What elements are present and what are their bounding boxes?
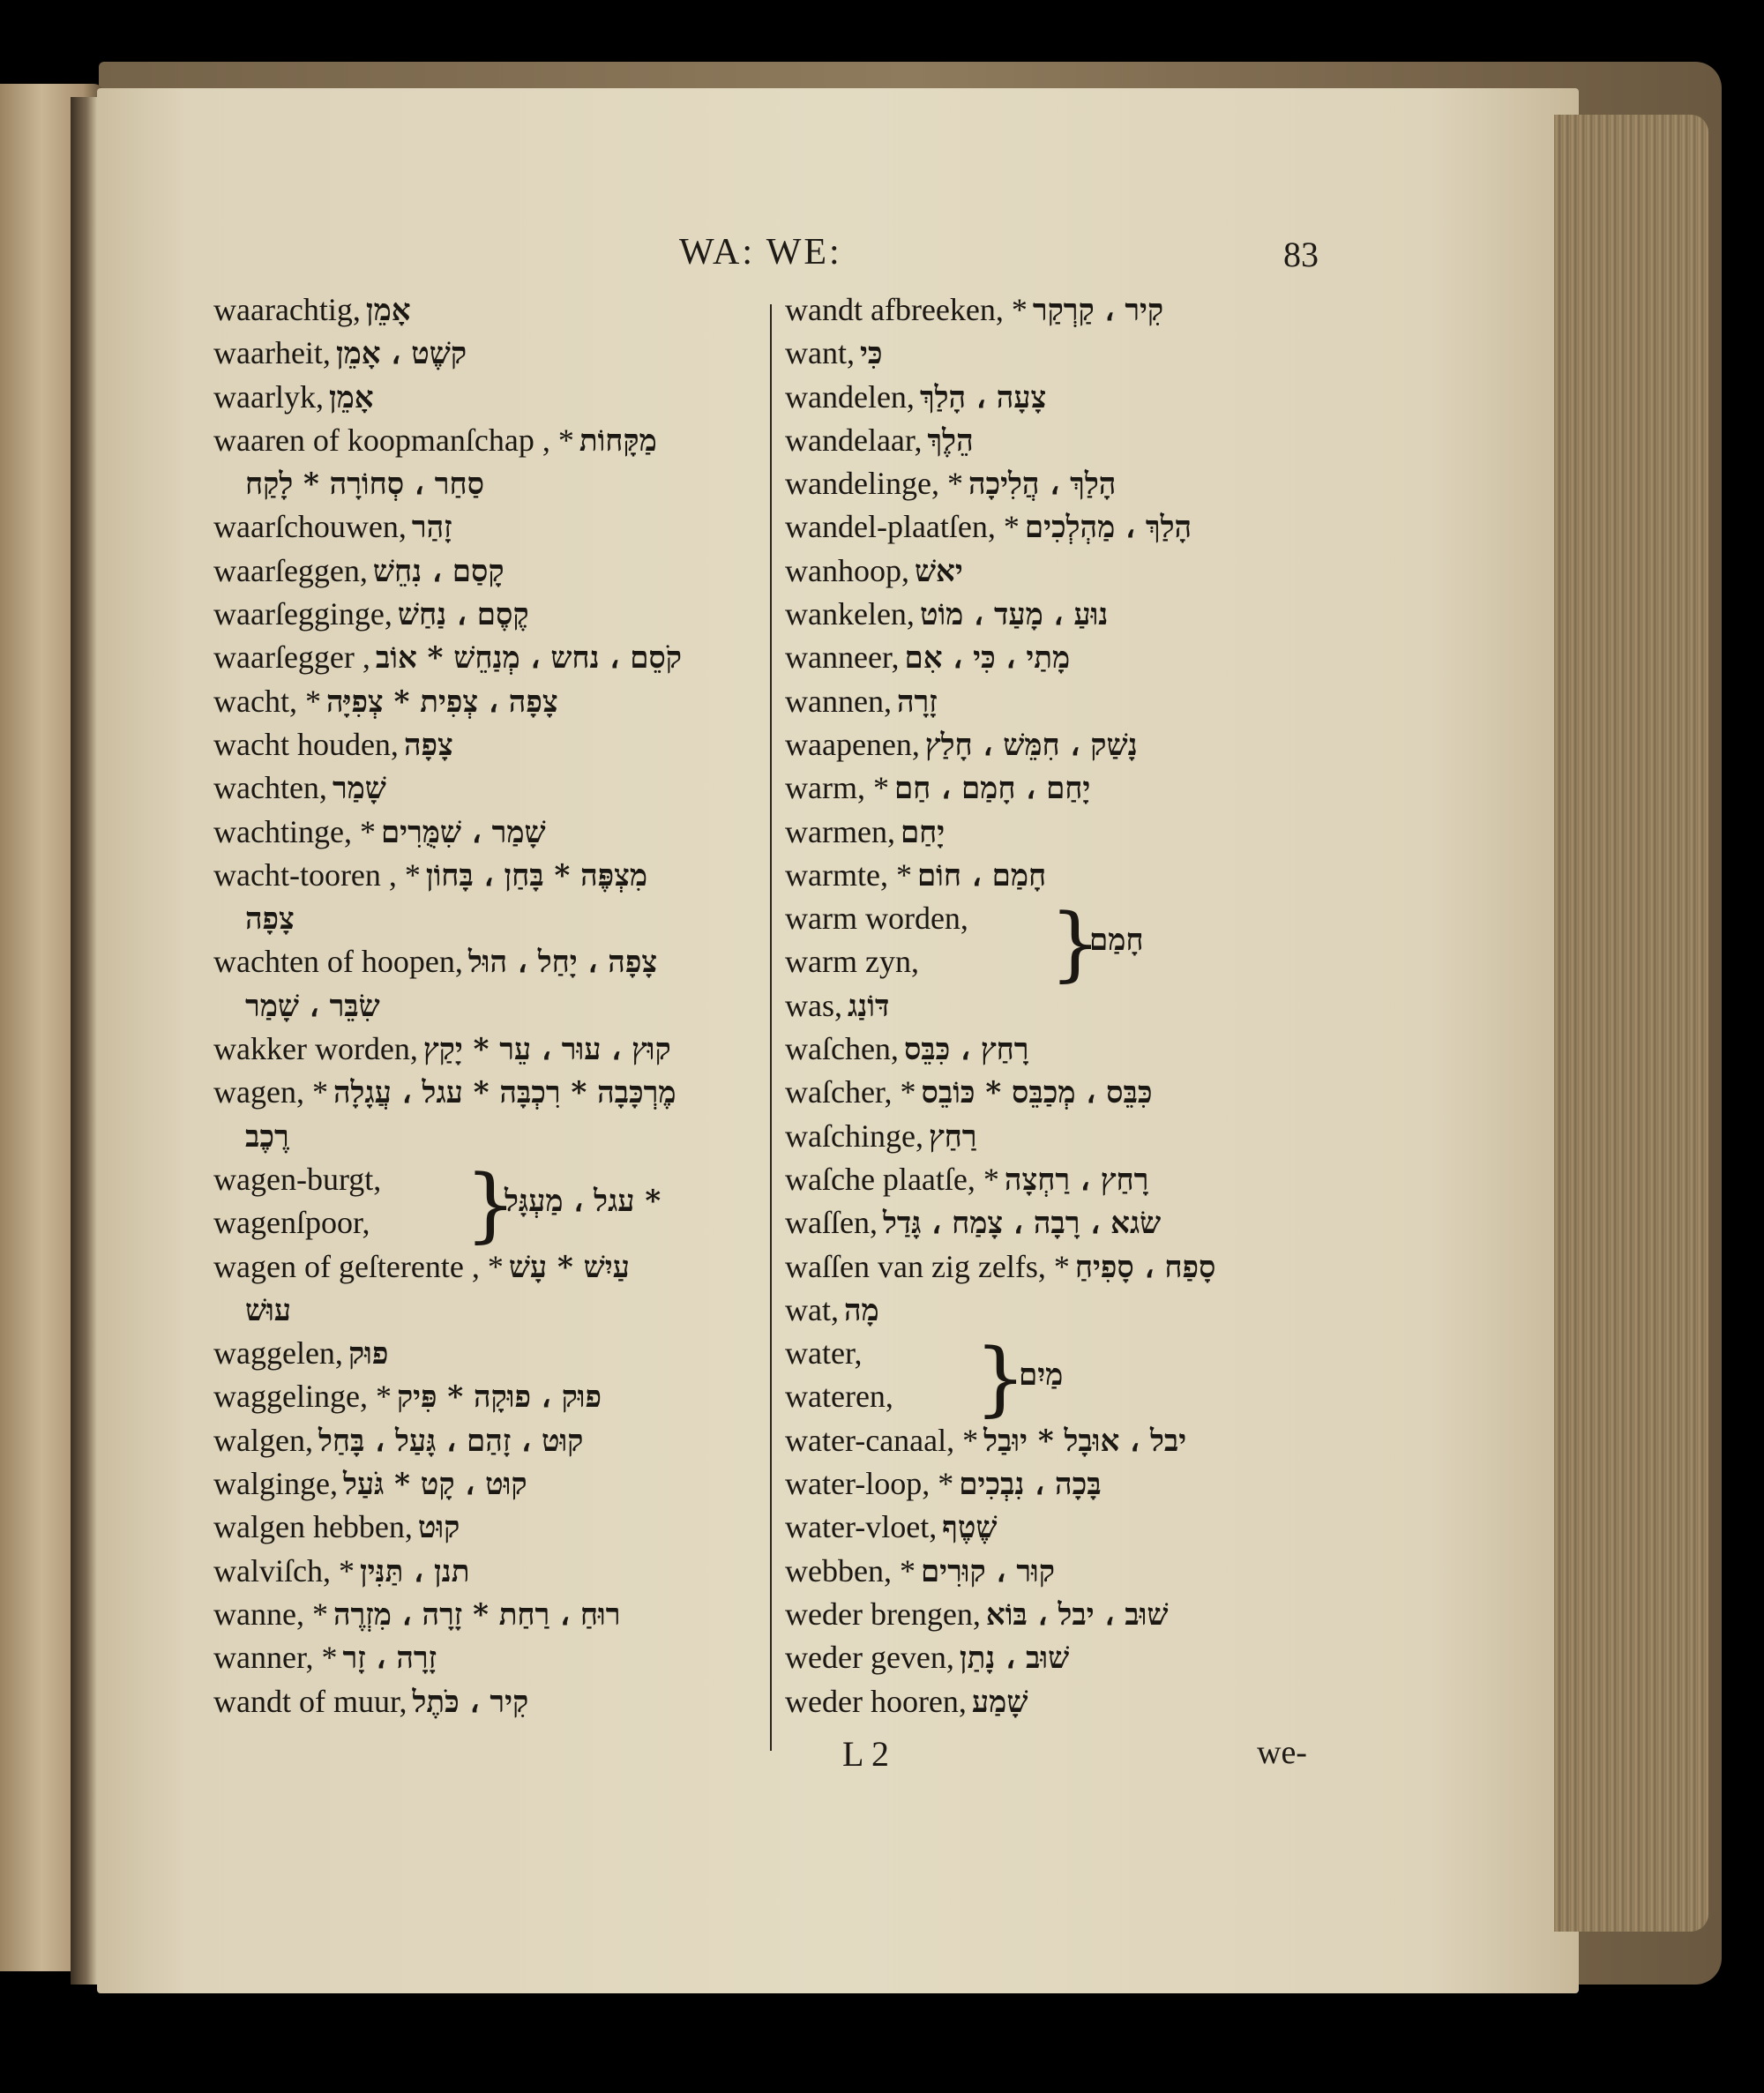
entry-hebrew: קוּר ، קוּרִים — [920, 1553, 1055, 1589]
dictionary-entry — [213, 1422, 760, 1465]
entry-hebrew: יבל ، אוּבָל * יוּבַל — [983, 1423, 1187, 1459]
page-gutter — [71, 97, 97, 1985]
entry-hebrew: שָׁמַר — [332, 771, 386, 807]
dictionary-entry — [785, 334, 1279, 377]
dictionary-entry — [213, 813, 760, 856]
entry-hebrew: שֶׁטֶף — [942, 1510, 998, 1546]
dictionary-entry — [785, 291, 1279, 334]
entry-hebrew: קשֶׁט ، אָמֵן — [335, 336, 467, 372]
entry-term: waſcher, * — [785, 1074, 916, 1110]
dictionary-entry — [213, 1683, 760, 1726]
entry-hebrew: יאשׁ — [914, 553, 963, 589]
entry-term: waggelen, — [213, 1335, 343, 1372]
entry-hebrew: קִיר ، קַרְקַר — [1032, 293, 1164, 328]
dictionary-entry — [213, 726, 760, 769]
entry-hebrew: קוּט — [417, 1510, 460, 1546]
entry-term: weder geven, — [785, 1640, 954, 1676]
dictionary-entry — [213, 943, 760, 986]
entry-hebrew: עַיִשׁ * עָשׁ — [508, 1249, 630, 1285]
entry-hebrew: רָחַץ ، כִּבֵּס — [903, 1032, 1029, 1068]
entry-hebrew: קֹסֵם ، נחש ، מְנַחֵשׁ * אוֹב — [375, 640, 682, 676]
dictionary-entry — [213, 465, 760, 508]
entry-term: warm, * — [785, 770, 889, 806]
dictionary-entry — [213, 1508, 760, 1551]
page-fore-edge — [1554, 115, 1708, 1932]
entry-hebrew: שׂגא ، רָבָה ، צָמַח ، גָּדַל — [882, 1206, 1162, 1242]
entry-term: wankelen, — [785, 596, 915, 632]
dictionary-entry — [213, 422, 760, 465]
entry-term: weder brengen, — [785, 1596, 981, 1632]
dictionary-entry — [785, 1596, 1279, 1639]
entry-hebrew: תנן ، תַּנִּין — [359, 1553, 470, 1589]
entry-hebrew: רוּחַ ، רַחַת * זָרָה ، מִזְרֶה — [333, 1596, 621, 1633]
dictionary-entry — [213, 1639, 760, 1682]
entry-term: wandelen, — [785, 378, 915, 415]
dictionary-entry — [785, 639, 1279, 682]
dictionary-entry — [213, 769, 760, 812]
entry-hebrew: מָתַי ، כִּי ، אִם — [904, 640, 1071, 676]
entry-hebrew: דּוֹנַג — [848, 988, 890, 1024]
dictionary-entry — [213, 334, 760, 377]
running-head: WA: WE: — [679, 232, 842, 273]
dictionary-entry — [785, 422, 1279, 465]
entry-hebrew: הָלַךְ ، הֲלִיכָה — [968, 467, 1117, 503]
entry-hebrew: הֵלֶךְ — [927, 422, 974, 459]
dictionary-entry — [785, 1552, 1279, 1596]
entry-term: wandt of muur, — [213, 1683, 407, 1719]
entry-term: waarſchouwen, — [213, 509, 407, 545]
entry-term: was, — [785, 987, 842, 1023]
right-column — [785, 291, 1279, 1726]
dictionary-entry — [785, 508, 1279, 551]
entry-term: wachten, — [213, 770, 327, 806]
entry-term: wacht, * — [213, 683, 321, 719]
entry-term: waarſegger , — [213, 639, 370, 676]
entry-term: waggelinge, * — [213, 1379, 392, 1415]
column-rule — [770, 304, 772, 1751]
entry-term: walginge, — [213, 1466, 338, 1502]
dictionary-entry — [785, 1118, 1279, 1161]
entry-term: wanner, * — [213, 1640, 338, 1676]
entry-term: waapenen, — [785, 726, 920, 762]
dictionary-entry — [213, 378, 760, 422]
entry-term: waſſen, — [785, 1205, 878, 1241]
entry-hebrew: אָמֵן — [365, 293, 411, 328]
entry-term: wanneer, — [785, 639, 900, 676]
dictionary-entry — [785, 1248, 1279, 1291]
entry-hebrew: מַיִם — [1019, 1357, 1064, 1394]
dictionary-entry — [785, 378, 1279, 422]
entry-term: waaren of koopmanſchap , * — [213, 422, 574, 458]
entry-hebrew: צָפָה ، צְפִית * צְפִיָּה — [325, 684, 558, 720]
dictionary-entry — [213, 856, 760, 900]
entry-term: wateren, — [785, 1379, 893, 1415]
braced-entry-group — [785, 1331, 1279, 1426]
entry-term: waſchinge, — [785, 1118, 923, 1154]
entry-term: water-vloet, — [785, 1509, 938, 1545]
entry-hebrew: שׁוּב ، נָתַן — [959, 1641, 1070, 1677]
entry-hebrew: שָׁמַע — [971, 1684, 1028, 1720]
entry-hebrew: פוּק — [348, 1336, 389, 1372]
dictionary-entry — [785, 1073, 1279, 1117]
entry-term: warmen, — [785, 813, 895, 849]
dictionary-entry — [213, 683, 760, 726]
entry-hebrew: הָלַךְ ، מַהְלְכִים — [1024, 510, 1192, 546]
dictionary-entry — [213, 1118, 760, 1161]
entry-hebrew: רָחַץ ، רַחְצָה — [1004, 1162, 1149, 1198]
brace-glyph: } — [465, 1156, 517, 1252]
catchword: we- — [1257, 1734, 1307, 1771]
entry-term: wagen of geſterente , * — [213, 1248, 504, 1284]
entry-hebrew: נָשַׁק ، חִמֵּשׁ ، חָלַץ — [924, 727, 1138, 763]
entry-hebrew: חָמַם — [1089, 923, 1144, 959]
dictionary-entry — [785, 465, 1279, 508]
entry-term: walgen hebben, — [213, 1509, 413, 1545]
entry-term: warmte, * — [785, 856, 912, 893]
entry-hebrew: חָמַם ، חוֹם — [916, 857, 1047, 893]
entry-hebrew: רֶכֶב — [245, 1118, 289, 1155]
entry-hebrew: * עגל ، מַעְגָּל — [505, 1183, 662, 1219]
entry-term: wanhoop, — [785, 552, 909, 588]
entry-term: warm worden, — [785, 901, 968, 937]
dictionary-entry — [785, 1683, 1279, 1726]
dictionary-entry — [213, 508, 760, 551]
entry-term: wachten of hoopen, — [213, 944, 463, 980]
entry-term: wagen, * — [213, 1074, 328, 1110]
dictionary-entry — [785, 987, 1279, 1030]
entry-term: wagenſpoor, — [213, 1205, 370, 1241]
dictionary-entry — [213, 1334, 760, 1378]
entry-hebrew: צָפָה — [245, 901, 295, 938]
entry-hebrew: שׁוּב ، יבל ، בּוֹא — [985, 1596, 1169, 1633]
entry-term: waarachtig, — [213, 292, 361, 327]
entry-hebrew: מֶרְכָּבָה * רִכְבָּה * עגל ، עֲגָלָה — [333, 1075, 676, 1111]
entry-term: water-loop, * — [785, 1466, 954, 1502]
entry-hebrew: זָרָה — [896, 684, 938, 720]
dictionary-entry — [213, 1073, 760, 1117]
entry-hebrew: קוּט ، זָהַם ، גָּעַל ، בָּחַל — [318, 1423, 584, 1459]
entry-term: wandt afbreeken, * — [785, 292, 1028, 327]
dictionary-entry — [785, 1508, 1279, 1551]
entry-hebrew: צָפָה — [403, 727, 453, 763]
entry-hebrew: שִׂבֵּר ، שָׁמַר — [245, 988, 380, 1024]
entry-term: wandel-plaatſen, * — [785, 509, 1020, 545]
dictionary-entry — [785, 595, 1279, 639]
entry-hebrew: עוּשׁ — [245, 1292, 292, 1328]
left-column — [213, 291, 760, 1726]
entry-hebrew: צָעָה ، הָלַךְ — [919, 379, 1047, 415]
braced-entry-group — [785, 896, 1279, 991]
dictionary-entry — [785, 726, 1279, 769]
entry-term: walviſch, * — [213, 1552, 355, 1588]
entry-hebrew: אָמֵן — [328, 379, 374, 415]
entry-hebrew: בָּכָה ، נִבְכִים — [959, 1467, 1102, 1503]
entry-hebrew: רַחַץ — [928, 1118, 977, 1155]
entry-hebrew: נוּעַ ، מָעַד ، מוֹט — [919, 597, 1109, 633]
entry-hebrew: כִּבֵּס ، מְכַבֵּס * כּוֹבֵס — [921, 1075, 1153, 1111]
entry-term: waarlyk, — [213, 378, 324, 415]
signature-mark: L 2 — [842, 1734, 889, 1774]
entry-term: wagen-burgt, — [213, 1161, 382, 1197]
entry-hebrew: יָחַם — [900, 814, 946, 850]
entry-term: walgen, — [213, 1422, 313, 1458]
dictionary-entry — [213, 1596, 760, 1639]
entry-hebrew: מִצְפֶּה * בָּחַן ، בָּחוֹן — [425, 857, 648, 893]
entry-hebrew: יָחַם ، חָמַם ، חַם — [893, 771, 1091, 807]
dictionary-entry — [213, 1465, 760, 1508]
entry-hebrew: קִיר ، כֹּתֶל — [412, 1684, 529, 1720]
entry-term: wachtinge, * — [213, 813, 376, 849]
dictionary-entry — [785, 1204, 1279, 1247]
entry-term: waſchen, — [785, 1031, 899, 1067]
entry-term: wannen, — [785, 683, 892, 719]
dictionary-entry — [213, 900, 760, 943]
entry-hebrew: סָפַח ، סָפִיחַ — [1074, 1249, 1216, 1285]
entry-hebrew: מַקָּחוֹת — [579, 422, 657, 459]
entry-term: wacht houden, — [213, 726, 399, 762]
entry-term: wandelinge, * — [785, 466, 963, 502]
dictionary-entry — [213, 291, 760, 334]
entry-term: wakker worden, — [213, 1031, 418, 1067]
entry-hebrew: שָׁמַר ، שִׁמֻּרִים — [380, 814, 546, 850]
entry-term: waſche plaatſe, * — [785, 1161, 999, 1197]
dictionary-entry — [213, 1291, 760, 1334]
dictionary-entry — [785, 1422, 1279, 1465]
braced-entry-group — [213, 1156, 760, 1252]
entry-term: webben, * — [785, 1552, 916, 1588]
entry-term: wacht-tooren , * — [213, 856, 421, 893]
dictionary-entry — [213, 1552, 760, 1596]
entry-hebrew: זָרָה ، זָר — [342, 1641, 437, 1677]
entry-term: weder hooren, — [785, 1683, 967, 1719]
page-number: 83 — [1283, 235, 1319, 274]
entry-term: water-canaal, * — [785, 1422, 979, 1458]
entry-term: waarſeggen, — [213, 552, 368, 588]
entry-term: wanne, * — [213, 1596, 328, 1632]
entry-term: waarheit, — [213, 335, 331, 371]
dictionary-entry — [785, 683, 1279, 726]
dictionary-entry — [785, 1291, 1279, 1334]
entry-hebrew: קָסַם ، נִחֵשׁ — [372, 553, 505, 589]
entry-term: wat, — [785, 1291, 839, 1327]
dictionary-entry — [213, 1030, 760, 1073]
entry-hebrew: זָהַר — [411, 510, 452, 546]
dictionary-entry — [785, 1161, 1279, 1204]
brace-glyph: } — [1050, 896, 1102, 991]
entry-term: waarſegginge, — [213, 596, 392, 632]
entry-term: water, — [785, 1335, 863, 1372]
entry-term: want, — [785, 335, 855, 371]
dictionary-entry — [213, 595, 760, 639]
dictionary-entry — [785, 1030, 1279, 1073]
entry-hebrew: קוּץ ، עוּר ، עֵר * יָקַץ — [422, 1032, 671, 1068]
entry-term: warm zyn, — [785, 944, 919, 980]
dictionary-entry — [213, 987, 760, 1030]
entry-hebrew: כִּי — [859, 336, 883, 372]
entry-hebrew: סַחַר ، סְחוֹרָה * לָקַח — [245, 467, 484, 503]
entry-hebrew: צָפָה ، יָחַל ، הוּל — [467, 945, 658, 981]
dictionary-entry — [213, 639, 760, 682]
entry-term: wandelaar, — [785, 422, 923, 458]
entry-hebrew: פוּק ، פוּקָה * פִּיק — [396, 1379, 602, 1416]
dictionary-entry — [213, 1248, 760, 1291]
dictionary-entry — [785, 552, 1279, 595]
entry-hebrew: קֶסֶם ، נַחַשׁ — [397, 597, 529, 633]
dictionary-entry — [785, 1639, 1279, 1682]
entry-hebrew: קוּט ، קָט * גֹּעַל — [342, 1467, 527, 1503]
dictionary-entry — [785, 813, 1279, 856]
dictionary-entry — [785, 856, 1279, 900]
dictionary-entry — [213, 552, 760, 595]
brace-glyph: } — [975, 1331, 1027, 1426]
dictionary-entry — [213, 1378, 760, 1421]
entry-term: waſſen van zig zelfs, * — [785, 1248, 1070, 1284]
dictionary-entry — [785, 769, 1279, 812]
dictionary-entry — [785, 1465, 1279, 1508]
entry-hebrew: מָה — [843, 1292, 879, 1328]
